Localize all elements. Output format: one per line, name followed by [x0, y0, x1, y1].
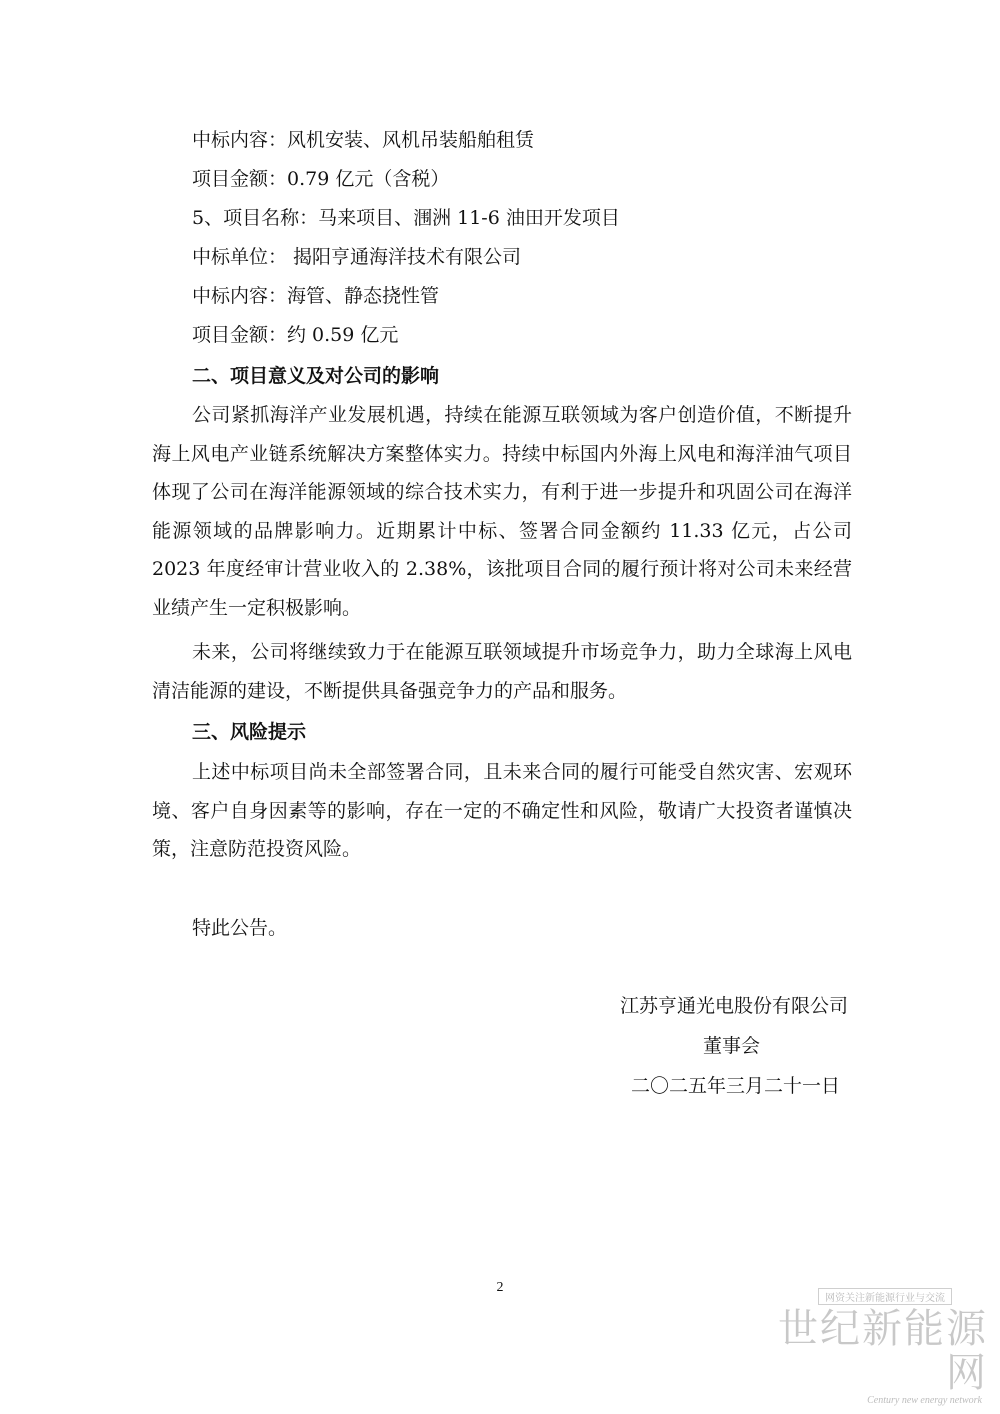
- project-amount-line-5: 项目金额：约 0.59 亿元: [192, 324, 399, 346]
- signature-date: 二〇二五年三月二十一日: [630, 1075, 840, 1097]
- section-3-heading: 三、风险提示: [192, 721, 307, 743]
- project-amount-line-4: 项目金额：0.79 亿元（含税）: [192, 168, 450, 190]
- watermark-banner: 网资关注新能源行业与交流: [818, 1288, 952, 1305]
- page-number: 2: [496, 1280, 504, 1295]
- watermark-subtitle: Century new energy network: [867, 1395, 982, 1406]
- signature-board: 董事会: [702, 1035, 760, 1057]
- closing-statement: 特此公告。: [192, 917, 288, 939]
- bid-content-line-4: 中标内容：风机安装、风机吊装船舶租赁: [192, 129, 535, 151]
- section-2-heading: 二、项目意义及对公司的影响: [192, 365, 440, 387]
- section-2-paragraph-2: 未来，公司将继续致力于在能源互联领域提升市场竞争力，助力全球海上风电清洁能源的建设，不断提供具备强竞争力的产品和服务。: [152, 641, 852, 702]
- section-3-paragraph-1: 上述中标项目尚未全部签署合同，且未来合同的履行可能受自然灾害、宏观环境、客户自身因素等的影响，存在一定的不确定性和风险，敬请广大投资者谨慎决策，注意防范投资风险。: [152, 761, 852, 860]
- watermark-logo: 世纪新能源网: [778, 1306, 988, 1396]
- signature-company: 江苏亨通光电股份有限公司: [619, 995, 848, 1017]
- project-name-line-5: 5、项目名称：马来项目、涠洲 11-6 油田开发项目: [192, 207, 620, 229]
- bid-content-line-5: 中标内容：海管、静态挠性管: [192, 285, 440, 307]
- bid-winner-line-5: 中标单位： 揭阳亨通海洋技术有限公司: [192, 246, 522, 268]
- watermark: [748, 1286, 988, 1406]
- section-2-paragraph-1: 公司紧抓海洋产业发展机遇，持续在能源互联领域为客户创造价值，不断提升海上风电产业链系统解决方案整体实力。持续中标国内外海上风电和海洋油气项目体现了公司在海洋能源领域的综合技术实力，有利于进一步提升和巩固公司在海洋能源领域的品牌影响力。近期累计中标、签署合同金额约 11.33 亿元，占公司 2023 年度经审计营业收入的 2.38%，该批项目合同的履行预计将对公司未来经营业绩产生一定积极影响。: [152, 404, 852, 619]
